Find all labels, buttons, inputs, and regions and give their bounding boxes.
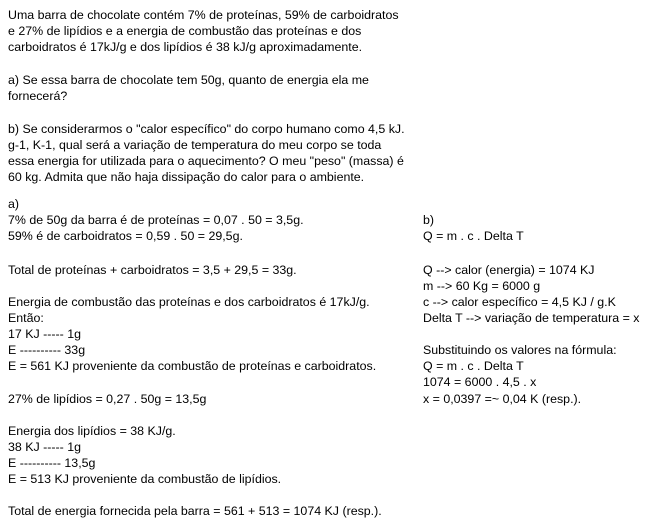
answer-a-rule1-line-2: E ---------- 33g (8, 343, 86, 357)
question-b-line-1: b) Se considerarmos o "calor específico" do corpo humano como 4,5 kJ. (8, 122, 405, 136)
answer-a-lipids: 27% de lipídios = 0,27 . 50g = 13,5g (8, 392, 207, 406)
answer-a-then: Então: (8, 311, 44, 325)
question-b-line-4: 60 kg. Admita que não haja dissipação do calor para o ambiente. (8, 170, 365, 184)
answer-a-proteins: 7% de 50g da barra é de proteínas = 0,07 . 50 = 3,5g. (8, 213, 304, 227)
question-a-line-1: a) Se essa barra de chocolate tem 50g, quanto de energia ela me (8, 73, 369, 87)
answer-b-step-1: Q = m . c . Delta T (423, 359, 524, 373)
answer-a-final-total: Total de energia fornecida pela barra = 561 + 513 = 1074 KJ (resp.). (8, 504, 382, 518)
answer-a-result1: E = 561 KJ proveniente da combustão de proteínas e carboidratos. (8, 359, 377, 373)
answer-a-rule2-line-2: E ---------- 13,5g (8, 456, 96, 470)
answer-b-formula: Q = m . c . Delta T (423, 229, 524, 243)
answer-a-result2: E = 513 KJ proveniente da combustão de lipídios. (8, 472, 282, 486)
answer-b-label: b) (423, 213, 435, 227)
answer-b-def-c: c --> calor específico = 4,5 KJ / g.K (423, 295, 616, 309)
question-b-line-2: g-1, K-1, qual será a variação de temperatura do meu corpo se toda (8, 138, 382, 152)
problem-intro-line-3: carboidratos é 17kJ/g e dos lipídios é 38 kJ/g aproximadamente. (8, 40, 363, 54)
answer-a-combustion: Energia de combustão das proteínas e dos carboidratos é 17kJ/g. (8, 295, 370, 309)
question-b-line-3: essa energia for utilizada para o aquecimento? O meu "peso" (massa) é (8, 154, 404, 168)
question-a-line-2: fornecerá? (8, 89, 68, 103)
problem-intro-line-2: e 27% de lipídios e a energia de combustão das proteínas e dos (8, 24, 362, 38)
answer-b-step-2: 1074 = 6000 . 4,5 . x (423, 375, 537, 389)
answer-a-lipid-energy: Energia dos lipídios = 38 KJ/g. (8, 424, 176, 438)
answer-a-total: Total de proteínas + carboidratos = 3,5 + 29,5 = 33g. (8, 263, 297, 277)
problem-intro-line-1: Uma barra de chocolate contém 7% de proteínas, 59% de carboidratos (8, 8, 399, 22)
answer-b-def-m: m --> 60 Kg = 6000 g (423, 279, 541, 293)
answer-b-def-deltat: Delta T --> variação de temperatura = x (423, 311, 640, 325)
answer-a-rule2-line-1: 38 KJ ----- 1g (8, 440, 81, 454)
answer-a-rule1-line-1: 17 KJ ----- 1g (8, 327, 81, 341)
answer-b-substitution-label: Substituindo os valores na fórmula: (423, 343, 617, 357)
answer-a-label: a) (8, 197, 20, 211)
answer-b-step-3: x = 0,0397 =~ 0,04 K (resp.). (423, 392, 582, 406)
answer-a-carbs: 59% é de carboidratos = 0,59 . 50 = 29,5g. (8, 229, 243, 243)
answer-b-def-q: Q --> calor (energia) = 1074 KJ (423, 263, 595, 277)
